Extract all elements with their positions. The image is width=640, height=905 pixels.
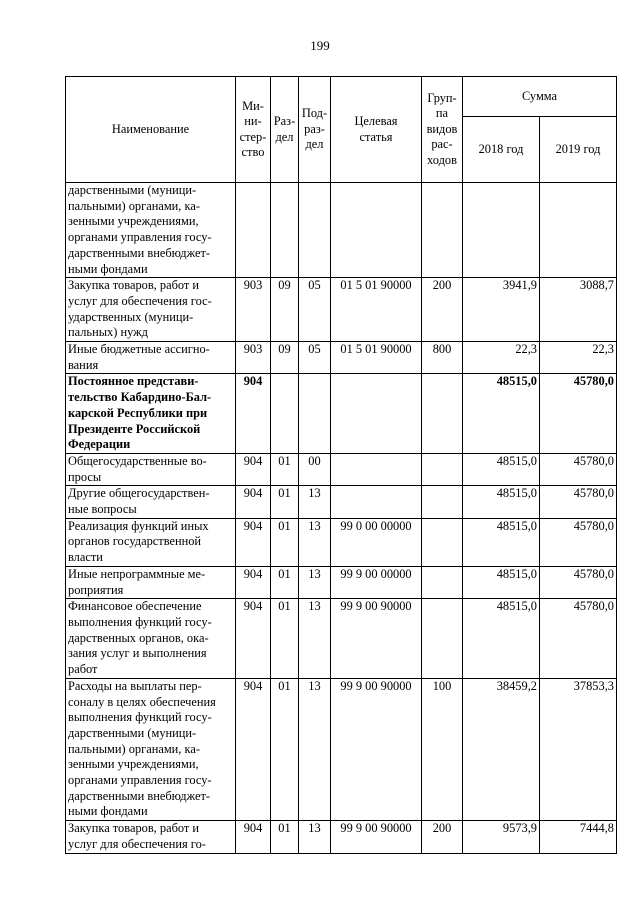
table-row [66,678,617,820]
table-row [66,518,617,566]
header-target-article: Целевая статья [331,77,422,183]
row-target-article [331,453,422,485]
row-name: Закупка товаров, работ и услуг для обеспечения го- [66,821,236,853]
row-name: Постоянное представи- тельство Кабардино-Бал- карской Республики при Президенте Российской Федерации [66,374,236,454]
row-ministry: 904 [236,486,271,518]
row-sum-2018 [463,183,540,278]
row-subsection: 13 [299,599,331,679]
row-name: Финансовое обеспечение выполнения функций госу- дарственных органов, ока- зания услуг и выполнения работ [66,599,236,679]
row-section: 09 [271,278,299,342]
budget-table [65,76,617,854]
row-sum-2018: 48515,0 [463,518,540,566]
row-expense-group [422,183,463,278]
row-expense-group [422,518,463,566]
row-sum-2018: 48515,0 [463,486,540,518]
row-ministry: 904 [236,821,271,853]
row-name: Иные непрограммные ме- роприятия [66,566,236,598]
row-subsection: 13 [299,821,331,853]
row-sum-2019: 45780,0 [540,374,617,454]
row-expense-group: 800 [422,342,463,374]
table-row [66,374,617,454]
row-name: Реализация функций иных органов государственной власти [66,518,236,566]
row-expense-group [422,486,463,518]
row-section [271,374,299,454]
row-section: 01 [271,566,299,598]
header-2019: 2019 год [540,117,617,183]
row-name: Другие общегосударствен- ные вопросы [66,486,236,518]
row-target-article: 01 5 01 90000 [331,342,422,374]
header-sum: Сумма [463,77,617,117]
row-ministry: 904 [236,566,271,598]
row-ministry: 904 [236,599,271,679]
row-ministry: 904 [236,678,271,820]
row-expense-group [422,566,463,598]
row-name: Иные бюджетные ассигно- вания [66,342,236,374]
row-expense-group [422,599,463,679]
row-subsection: 13 [299,566,331,598]
row-subsection: 05 [299,342,331,374]
row-target-article [331,183,422,278]
row-name: Расходы на выплаты пер- соналу в целях обеспечения выполнения функций госу- дарственными (муници- пальными) органами, ка- зенными учреждениями, органами управления госу- дарственными внебюджет- ными фондами [66,678,236,820]
row-sum-2019: 37853,3 [540,678,617,820]
row-expense-group: 100 [422,678,463,820]
row-target-article: 99 9 00 90000 [331,599,422,679]
row-expense-group [422,453,463,485]
row-ministry: 904 [236,453,271,485]
row-section: 01 [271,518,299,566]
row-section: 01 [271,453,299,485]
row-sum-2018: 38459,2 [463,678,540,820]
row-subsection: 13 [299,518,331,566]
row-target-article: 99 9 00 90000 [331,821,422,853]
table-row [66,599,617,679]
row-target-article: 99 9 00 00000 [331,566,422,598]
row-sum-2019: 45780,0 [540,599,617,679]
row-ministry [236,183,271,278]
row-target-article [331,486,422,518]
row-expense-group [422,374,463,454]
row-section: 09 [271,342,299,374]
row-sum-2019 [540,183,617,278]
table-row [66,453,617,485]
row-subsection: 13 [299,486,331,518]
page-number: 199 [310,38,330,53]
table-row [66,278,617,342]
table-row [66,486,617,518]
row-subsection [299,374,331,454]
row-sum-2018: 3941,9 [463,278,540,342]
row-sum-2018: 48515,0 [463,374,540,454]
table-row [66,342,617,374]
row-sum-2019: 45780,0 [540,518,617,566]
row-sum-2018: 9573,9 [463,821,540,853]
table-row [66,821,617,853]
row-ministry: 903 [236,342,271,374]
header-subsection: Под- раз- дел [299,77,331,183]
row-section: 01 [271,678,299,820]
row-target-article: 01 5 01 90000 [331,278,422,342]
row-ministry: 904 [236,518,271,566]
row-sum-2019: 45780,0 [540,566,617,598]
row-ministry: 904 [236,374,271,454]
row-section: 01 [271,821,299,853]
row-target-article: 99 0 00 00000 [331,518,422,566]
row-ministry: 903 [236,278,271,342]
header-section: Раз- дел [271,77,299,183]
row-section: 01 [271,486,299,518]
row-name: дарственными (муници- пальными) органами, ка- зенными учреждениями, органами управления госу- дарственными внебюджет- ными фондами [66,183,236,278]
row-section: 01 [271,599,299,679]
row-expense-group: 200 [422,278,463,342]
row-subsection: 13 [299,678,331,820]
row-subsection: 05 [299,278,331,342]
row-name: Закупка товаров, работ и услуг для обеспечения гос- ударственных (муници- пальных) нужд [66,278,236,342]
row-expense-group: 200 [422,821,463,853]
row-sum-2019: 22,3 [540,342,617,374]
row-sum-2018: 48515,0 [463,453,540,485]
row-sum-2019: 45780,0 [540,486,617,518]
row-target-article: 99 9 00 90000 [331,678,422,820]
header-ministry: Ми- ни- стер- ство [236,77,271,183]
row-sum-2019: 7444,8 [540,821,617,853]
row-subsection [299,183,331,278]
header-2018: 2018 год [463,117,540,183]
row-subsection: 00 [299,453,331,485]
header-name: Наименование [66,77,236,183]
table-row [66,566,617,598]
table-row [66,183,617,278]
row-section [271,183,299,278]
row-sum-2018: 48515,0 [463,566,540,598]
header-expense-group: Груп- па видов рас- ходов [422,77,463,183]
row-sum-2019: 3088,7 [540,278,617,342]
row-name: Общегосударственные во- просы [66,453,236,485]
row-sum-2018: 48515,0 [463,599,540,679]
row-sum-2018: 22,3 [463,342,540,374]
row-sum-2019: 45780,0 [540,453,617,485]
row-target-article [331,374,422,454]
